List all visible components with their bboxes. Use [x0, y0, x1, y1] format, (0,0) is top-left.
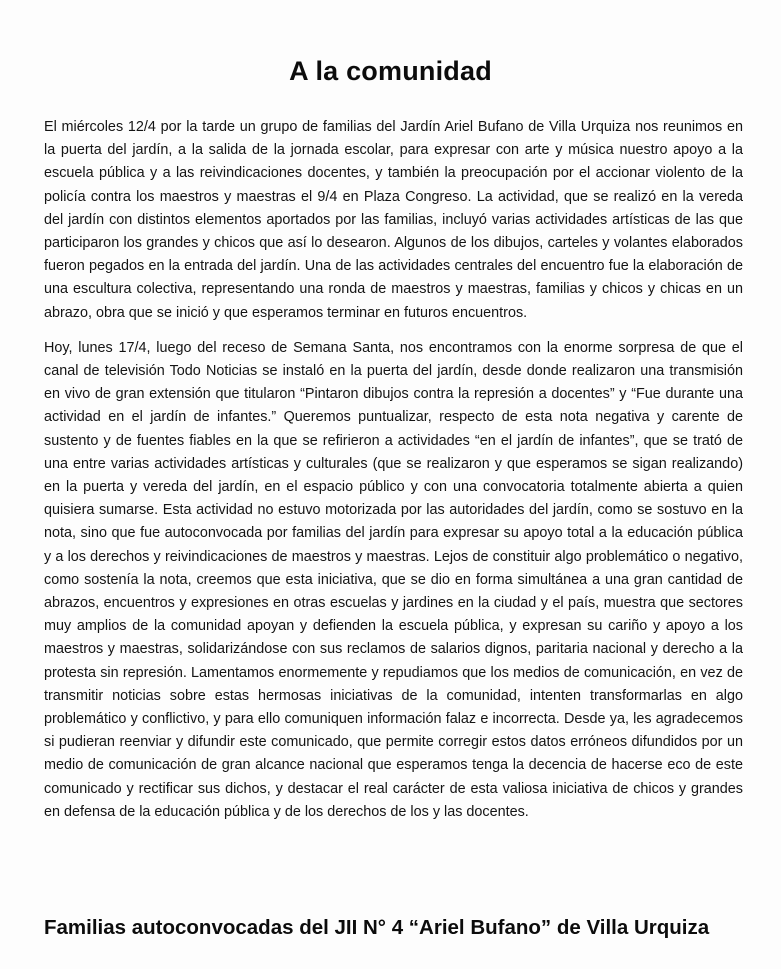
- document-title: A la comunidad: [289, 56, 492, 86]
- document-signature: Familias autoconvocadas del JII N° 4 “Ariel Bufano” de Villa Urquiza: [44, 916, 710, 939]
- paragraph-second: Hoy, lunes 17/4, luego del receso de Semana Santa, nos encontramos con la enorme sorpresa de que el canal de televisión Todo Noticias se instaló en la puerta del jardín, desde donde realizaron una transmisión en vivo de gran extensión que titularon “Pintaron dibujos contra la represión a docentes” y “Fue durante una actividad en el jardín de infantes.” Queremos puntualizar, respecto de esta nota negativa y carente de sustento y de fuentes fiables en la que se refirieron a actividades “en el jardín de infantes”, que se trató de una entre varias actividades artísticas y culturales (que se realizaron y que esperamos se sigan realizando) en la puerta y vereda del jardín, en el espacio público y con una convocatoria totalmente abierta a quien quisiera sumarse. Esta actividad no estuvo motorizada por las autoridades del jardín, como se sostuvo en la nota, sino que fue autoconvocada por familias del jardín para expresar su apoyo total a la educación pública y a los derechos y reivindicaciones de maestros y maestras. Lejos de constituir algo problemático o negativo, como sostenía la nota, creemos que esta iniciativa, que se dio en forma simultánea a una gran cantidad de abrazos, encuentros y expresiones en otras escuelas y jardines en la ciudad y el país, muestra que sectores muy amplios de la comunidad apoyan y defienden la escuela pública, y expresan su cariño y apoyo a los maestros y maestras, solidarizándose con sus reclamos de salarios dignos, paritaria nacional y derecho a la protesta sin represión. Lamentamos enormemente y repudiamos que los medios de comunicación, en vez de transmitir noticias sobre estas hermosas iniciativas de la comunidad, intenten transformarlas en algo problemático y conflictivo, y para ello comuniquen información falaz e incorrecta. Desde ya, les agradecemos si pudieran reenviar y difundir este comunicado, que permite corregir estos datos erróneos difundidos por un medio de comunicación de gran alcance nacional que esperamos tenga la decencia de hacerse eco de este comunicado y rectificar sus dichos, y destacar el real carácter de esta valiosa iniciativa de chicos y grandes en defensa de la educación pública y de los derechos de los y las docentes.: [44, 339, 743, 820]
- paragraph-first: El miércoles 12/4 por la tarde un grupo de familias del Jardín Ariel Bufano de Villa Urquiza nos reunimos en la puerta del jardín, a la salida de la jornada escolar, para expresar con arte y música nuestro apoyo a la escuela pública y a las reivindicaciones docentes, y también la preocupación por el accionar violento de la policía contra los maestros y maestras el 9/4 en Plaza Congreso. La actividad, que se realizó en la vereda del jardín con distintos elementos aportados por las familias, incluyó varias actividades artísticas de las que participaron los grandes y chicos que así lo desearon. Algunos de los dibujos, carteles y volantes elaborados fueron pegados en la entrada del jardín. Una de las actividades centrales del encuentro fue la elaboración de una escultura colectiva, representando una ronda de maestros y maestras, familias y chicos y chicas en un abrazo, obra que se inició y que esperamos terminar en futuros encuentros.: [44, 119, 743, 321]
- document-body: [44, 116, 743, 824]
